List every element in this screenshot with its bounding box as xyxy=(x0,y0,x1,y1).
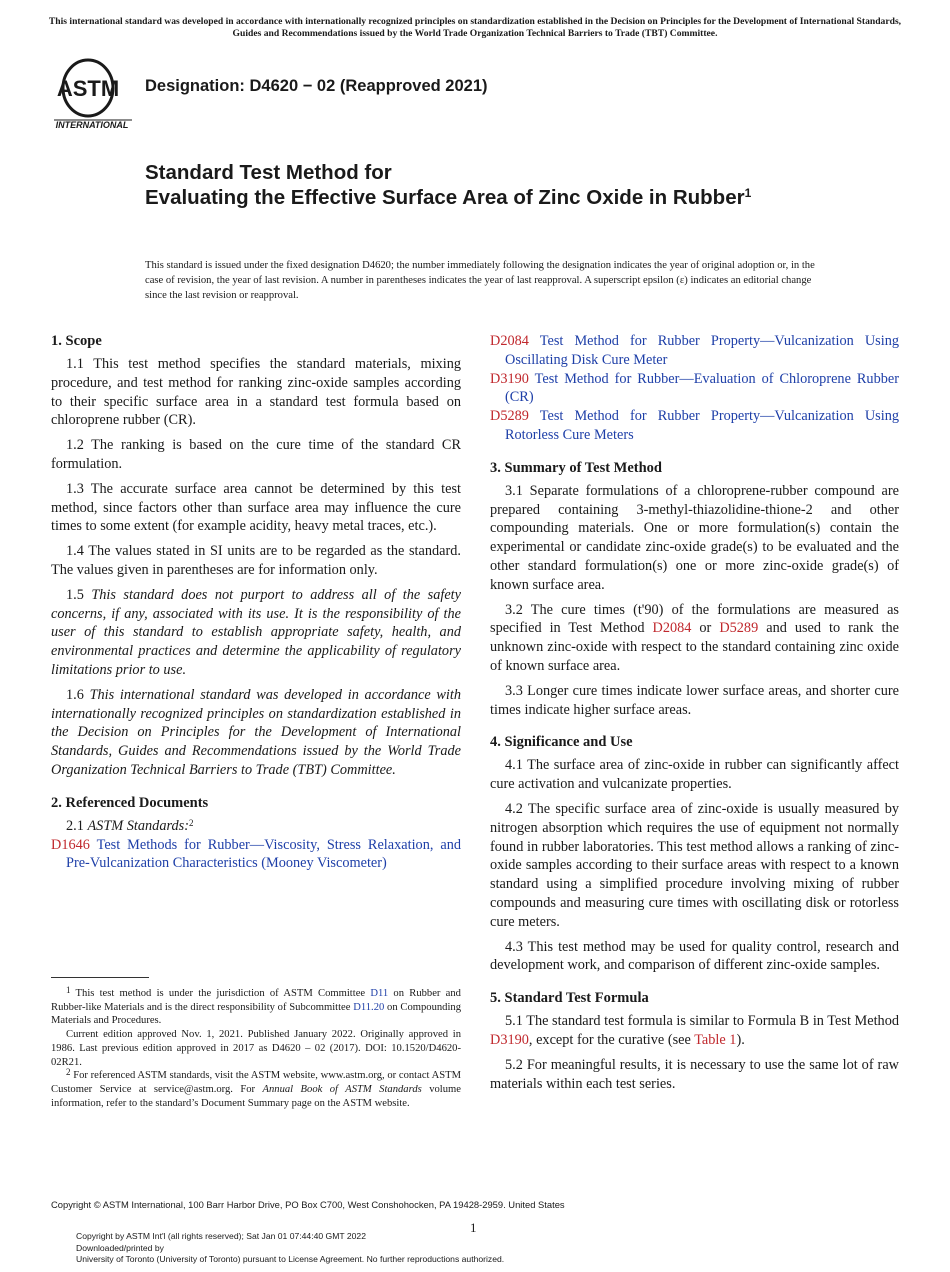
logo-text: ASTM xyxy=(56,76,120,101)
summary-3-3: 3.3 Longer cure times indicate lower surface areas, and shorter cure times indicate higher surface areas. xyxy=(490,682,899,718)
formula-5-1-text-a: 5.1 The standard test formula is similar to Formula B in Test Method xyxy=(505,1013,899,1030)
significance-heading: 4. Significance and Use xyxy=(490,734,633,751)
footnote-1-text-b: on Rubber and Rubber-like Materials and is the direct responsibility of Subcommittee xyxy=(51,988,461,1013)
footnote-1-mark: 1 xyxy=(66,985,71,995)
license-line-1: Copyright by ASTM Int'l (all rights reserved); Sat Jan 01 07:44:40 GMT 2022 xyxy=(76,1231,366,1241)
formula-heading: 5. Standard Test Formula xyxy=(490,990,649,1007)
summary-3-2 xyxy=(490,601,899,676)
copyright-line: Copyright © ASTM International, 100 Barr Harbor Drive, PO Box C700, West Conshohocken, PA 19428-2959. United States xyxy=(51,1199,565,1210)
title-main: Evaluating the Effective Surface Area of Zinc Oxide in Rubber xyxy=(145,186,745,209)
summary-3-2-text-c: and used to rank the unknown zinc-oxide with respect to the standard containing zinc oxide of known surface area. xyxy=(490,620,899,674)
scope-1-5-text: This standard does not purport to address all of the safety concerns, if any, associated with its use. It is the responsibility of the user of this standard to establish appropriate safety, health, and environmental practices and determine the applicability of regulatory limitations prior to use. xyxy=(51,586,461,678)
footnote-2-italic: Annual Book of ASTM Standards xyxy=(262,1083,422,1095)
scope-1-5 xyxy=(51,586,461,680)
link-d2084[interactable]: D2084 xyxy=(652,620,692,637)
ref-code[interactable]: D3190 xyxy=(490,370,529,387)
section-referenced-documents xyxy=(51,794,461,873)
referenced-continued xyxy=(490,332,899,445)
scope-1-3: 1.3 The accurate surface area cannot be determined by this test method, since factors other than surface area may influence the cure times to some extent (for example acidity, heavy metal traces, etc.). xyxy=(51,480,461,535)
title-footnote-mark: 1 xyxy=(744,186,752,200)
link-d5289[interactable]: D5289 xyxy=(719,620,759,637)
scope-1-4: 1.4 The values stated in SI units are to be regarded as the standard. The values given in parentheses are for information only. xyxy=(51,543,461,578)
logo-subtext: INTERNATIONAL xyxy=(55,120,129,130)
footnote-2-mark: 2 xyxy=(66,1067,71,1078)
ref-title[interactable]: Test Method for Rubber Property—Vulcanization Using Rotorless Cure Meters xyxy=(505,408,899,443)
footnote-rule xyxy=(51,977,149,978)
ref-code[interactable]: D5289 xyxy=(490,408,529,425)
astm-standards-label xyxy=(51,817,461,836)
link-d11[interactable]: D11 xyxy=(370,988,389,999)
ref-d5289[interactable] xyxy=(490,407,899,445)
formula-5-2: 5.2 For meaningful results, it is necessary to use the same lot of raw materials within each test series. xyxy=(490,1056,899,1092)
section-scope xyxy=(51,332,461,780)
tbt-notice: This international standard was developed in accordance with internationally recognized principles on standardization established in the Decision on Principles for the Development of International Standards, Guides and Recommendations issued by the World Trade Organization Technical Barriers to Trade (TBT) Committee. xyxy=(48,16,902,39)
footnote-2 xyxy=(51,1069,461,1110)
summary-3-2-text-b: or xyxy=(691,620,720,637)
ref-title[interactable]: Test Method for Rubber Property—Vulcanization Using Oscillating Disk Cure Meter xyxy=(505,333,899,368)
scope-1-6-num: 1.6 xyxy=(66,686,84,703)
link-d3190[interactable]: D3190 xyxy=(490,1031,529,1048)
footnotes xyxy=(51,987,461,1110)
ref-d1646[interactable] xyxy=(51,836,461,874)
scope-1-6-text: This international standard was developed in accordance with internationally recognized principles on standardization established in the Decision on Principles for the Development of International Standards, Guides and Recommendations issued by the World Trade Organization Technical Barriers to Trade (TBT) Committee. xyxy=(51,686,462,778)
footnote-1-text-a: This test method is under the jurisdiction of ASTM Committee xyxy=(75,988,371,999)
issued-note: This standard is issued under the fixed designation D4620; the number immediately following the designation indicates the year of original adoption or, in the case of revision, the year of last revision. A number in parentheses indicates the year of last reapproval. A superscript epsilon (ε) indicates an editorial change since the last revision or reapproval. xyxy=(145,260,815,301)
formula-5-1 xyxy=(490,1012,899,1050)
link-d11-20[interactable]: D11.20 xyxy=(353,1001,385,1013)
document-title xyxy=(145,160,845,210)
astm-standards-text: ASTM Standards: xyxy=(87,817,189,834)
footnote-1-text-c: on Compounding Materials and Procedures. xyxy=(51,1001,461,1027)
link-table-1[interactable]: Table 1 xyxy=(694,1031,737,1048)
summary-3-2-text-a: 3.2 The cure times (t'90) of the formulations are measured as specified in Test Method xyxy=(490,601,899,637)
ref-d3190[interactable] xyxy=(490,370,899,408)
footnote-1-edition: Current edition approved Nov. 1, 2021. Published January 2022. Originally approved in 1986. Last previous edition approved in 2017 as D4620 – 02 (2017). DOI: 10.1520/D4620-02R21. xyxy=(51,1029,461,1068)
referenced-heading: 2. Referenced Documents xyxy=(51,794,209,811)
license-line-3: University of Toronto (University of Toronto) pursuant to License Agreement. No further reproductions authorized. xyxy=(76,1254,505,1264)
scope-heading: 1. Scope xyxy=(51,333,102,349)
astm-standards-num: 2.1 xyxy=(66,817,84,834)
page-number: 1 xyxy=(470,1220,477,1235)
title-line-1: Standard Test Method for xyxy=(145,161,392,184)
astm-standards-mark: 2 xyxy=(189,817,194,828)
title-line-2 xyxy=(145,185,845,210)
footnote-2-text-b: volume information, refer to the standard’s Document Summary page on the ASTM website. xyxy=(51,1083,461,1109)
footnote-2-text-a: For referenced ASTM standards, visit the ASTM website, www.astm.org, or contact ASTM Customer Service at service@astm.org. For xyxy=(51,1070,462,1095)
scope-1-1: 1.1 This test method specifies the standard materials, mixing procedure, and test method for ranking zinc-oxide samples according to their specific surface area in a standard test formula based on chloroprene rubber (CR). xyxy=(51,356,461,429)
scope-1-2: 1.2 The ranking is based on the cure time of the standard CR formulation. xyxy=(51,437,461,472)
license-line-2: Downloaded/printed by xyxy=(76,1242,164,1253)
left-column xyxy=(51,332,461,887)
summary-heading: 3. Summary of Test Method xyxy=(490,459,662,476)
astm-logo-graphic xyxy=(52,58,136,132)
right-column xyxy=(490,332,899,1107)
designation: Designation: D4620 − 02 (Reapproved 2021) xyxy=(145,77,488,95)
scope-1-6 xyxy=(51,686,461,780)
formula-5-1-text-b: , except for the curative (see xyxy=(528,1031,695,1048)
scope-1-5-num: 1.5 xyxy=(66,586,84,603)
ref-d2084[interactable] xyxy=(490,332,899,370)
section-summary xyxy=(490,459,899,720)
footnote-1 xyxy=(51,987,461,1028)
significance-4-3: 4.3 This test method may be used for quality control, research and development work, and comparison of different zinc-oxide samples. xyxy=(490,938,899,974)
ref-code[interactable]: D2084 xyxy=(490,333,529,349)
section-formula xyxy=(490,989,899,1093)
formula-5-1-text-c: ). xyxy=(736,1031,745,1048)
ref-code[interactable]: D1646 xyxy=(51,836,90,853)
license-notice xyxy=(76,1231,504,1266)
significance-4-2: 4.2 The specific surface area of zinc-oxide is usually measured by nitrogen absorption which requires the use of equipment not normally found in rubber laboratories. This test method allows a ranking of zinc-oxide samples according to their surface areas with respect to a known standard using a simplified procedure involving mixing of rubber compounds and measuring cure times with oscillating disk or rotorless cure meters. xyxy=(490,800,899,930)
significance-4-1: 4.1 The surface area of zinc-oxide in rubber can significantly affect cure activation and vulcanizate properties. xyxy=(490,757,899,793)
ref-title[interactable]: Test Method for Rubber—Evaluation of Chloroprene Rubber (CR) xyxy=(505,370,899,406)
astm-logo xyxy=(52,58,136,132)
section-significance xyxy=(490,733,899,975)
summary-3-1: 3.1 Separate formulations of a chloroprene-rubber compound are prepared containing 3-methyl-thiazolidine-thione-2 and other compounding materials. One or more formulation(s) contain the experimental or candidate zinc-oxide grade(s) to be evaluated and the other standard formulation(s) one or more zinc-oxide grade(s) of known surface area. xyxy=(490,482,899,593)
ref-title[interactable]: Test Methods for Rubber—Viscosity, Stress Relaxation, and Pre-Vulcanization Characteristics (Mooney Viscometer) xyxy=(66,836,461,872)
